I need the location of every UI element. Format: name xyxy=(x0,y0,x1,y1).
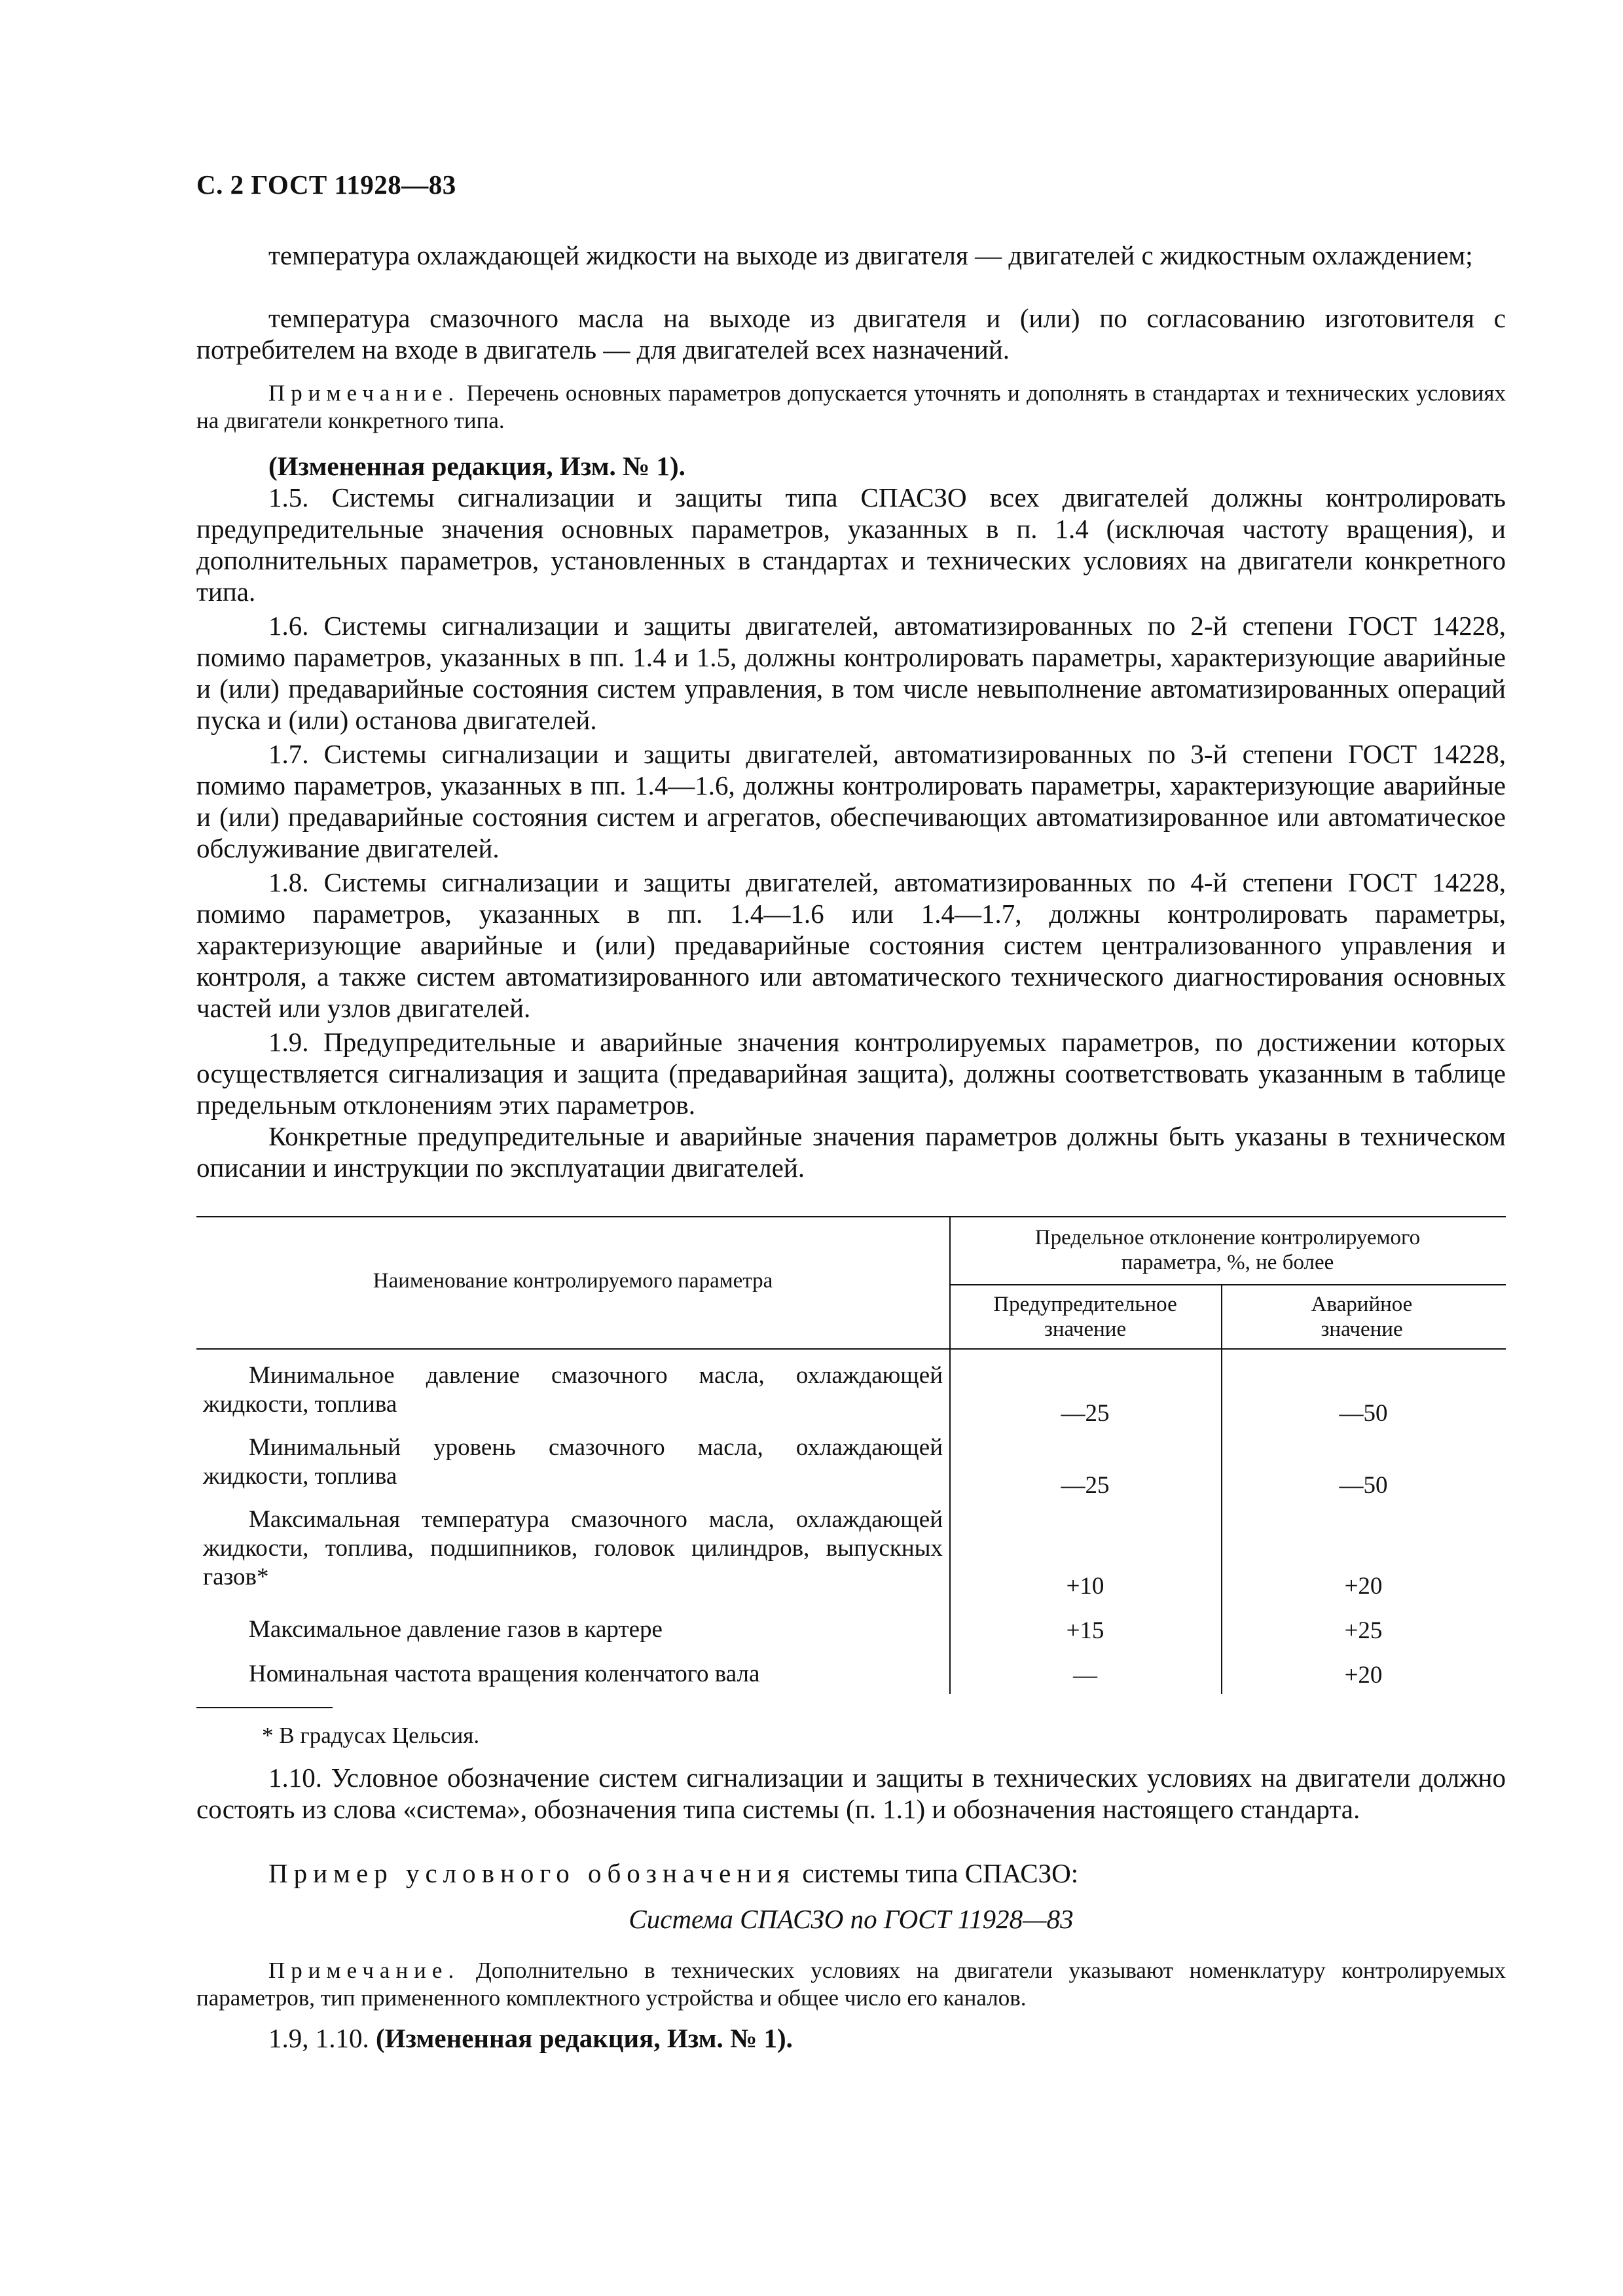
amendment-note-2-prefix: 1.9, 1.10. xyxy=(268,2023,369,2053)
header-deviation-group: Предельное отклонение контролируемого параметра, %, не более xyxy=(1034,1226,1421,1274)
table-footnote: * В градусах Цельсия. xyxy=(262,1723,480,1748)
clause-1-5: 1.5. Системы сигнализации и защиты типа СПАСЗО всех двигателей должны контролировать предупредительные значения основных параметров, указанных в п. 1.4 (исключая частоту вращения), и дополнительных параметров, установленных в стандартах и технических условиях на двигатели конкретного типа. xyxy=(196,482,1506,607)
table-cell-alarm: +20 xyxy=(1344,1573,1383,1600)
table-cell-warning: —25 xyxy=(1061,1400,1110,1427)
amendment-note-2-text: (Измененная редакция, Изм. № 1). xyxy=(376,2023,793,2053)
paragraph-oil-temp: температура смазочного масла на выходе из двигателя и (или) по согласованию изготовителя с потребителем на входе в двигатель — для двигателей всех назначений. xyxy=(196,303,1506,365)
header-parameter-name: Наименование контролируемого параметра xyxy=(373,1269,773,1293)
table-cell-alarm: +20 xyxy=(1344,1662,1383,1689)
table-subheader-rule xyxy=(949,1284,1506,1285)
paragraph-coolant-temp: температура охлаждающей жидкости на выходе из двигателя — двигателей с жидкостным охлаждением; xyxy=(268,240,1473,270)
note-2 xyxy=(196,1957,1506,2012)
table-cell-alarm: —50 xyxy=(1339,1400,1388,1427)
table-header-bottom-rule xyxy=(196,1348,1506,1350)
table-cell-warning: —25 xyxy=(1061,1472,1110,1499)
table-row-label: Максимальная температура смазочного масла, охлаждающей жидкости, топлива, подшипников, головок цилиндров, выпускных газов* xyxy=(203,1506,943,1590)
header-alarm-value: Аварийное значение xyxy=(1311,1293,1413,1341)
page-header: С. 2 ГОСТ 11928—83 xyxy=(196,170,456,200)
table-row-label: Минимальный уровень смазочного масла, охлаждающей жидкости, топлива xyxy=(203,1434,943,1490)
table-cell-alarm: —50 xyxy=(1339,1472,1388,1499)
note-2-label: Примечание. xyxy=(268,1958,460,1983)
clause-1-7: 1.7. Системы сигнализации и защиты двигателей, автоматизированных по 3-й степени ГОСТ 14228, помимо параметров, указанных в пп. 1.4—1.6, должны контролировать параметры, характеризующие аварийные и (или) предаварийные состояния систем и агрегатов, обеспечивающих автоматизированное или автоматическое обслуживание двигателей. xyxy=(196,739,1506,863)
table-cell-warning: +10 xyxy=(1066,1573,1104,1600)
table-cell-alarm: +25 xyxy=(1344,1617,1383,1644)
designation-example-text: системы типа СПАСЗО: xyxy=(795,1858,1079,1888)
note-1 xyxy=(196,380,1506,435)
note-1-text: Перечень основных параметров допускается уточнять и дополнять в стандартах и технических условиях на двигатели конкретного типа. xyxy=(196,380,1506,433)
clause-1-10: 1.10. Условное обозначение систем сигнализации и защиты в технических условиях на двигатели должно состоять из слова «система», обозначения типа системы (п. 1.1) и обозначения настоящего стандарта. xyxy=(196,1763,1506,1824)
note-1-label: Примечание. xyxy=(268,380,460,406)
amendment-note-1: (Измененная редакция, Изм. № 1). xyxy=(268,451,685,481)
table-row-label: Минимальное давление смазочного масла, охлаждающей жидкости, топлива xyxy=(203,1362,943,1418)
designation-example-label: Пример условного обозначения xyxy=(268,1858,796,1888)
header-warning-value: Предупредительное значение xyxy=(993,1293,1177,1341)
designation-example xyxy=(196,1857,1506,1889)
table-top-rule xyxy=(196,1216,1506,1217)
table-row-label: Максимальное давление газов в картере xyxy=(249,1616,663,1643)
designation-example-value: Система СПАСЗО по ГОСТ 11928—83 xyxy=(629,1904,1074,1934)
table-row-label: Номинальная частота вращения коленчатого вала xyxy=(249,1660,760,1687)
table-cell-warning: +15 xyxy=(1066,1617,1104,1644)
clause-1-9: 1.9. Предупредительные и аварийные значения контролируемых параметров, по достижении которых осуществляется сигнализация и защита (предаварийная защита), должны соответствовать указанным в таблице предельным отклонениям этих параметров. xyxy=(196,1027,1506,1120)
footnote-rule xyxy=(196,1707,333,1708)
note-2-text: Дополнительно в технических условиях на двигатели указывают номенклатуру контролируемых параметров, тип примененного комплектного устройства и общее число его каналов. xyxy=(196,1958,1506,2011)
clause-1-8: 1.8. Системы сигнализации и защиты двигателей, автоматизированных по 4-й степени ГОСТ 14228, помимо параметров, указанных в пп. 1.4—1.6 или 1.4—1.7, должны контролировать параметры, характеризующие аварийные и (или) предаварийные состояния систем централизованного управления и контроля, а также систем автоматизированного или автоматического технического диагностирования основных частей или узлов двигателей. xyxy=(196,867,1506,1023)
clause-1-6: 1.6. Системы сигнализации и защиты двигателей, автоматизированных по 2-й степени ГОСТ 14228, помимо параметров, указанных в пп. 1.4 и 1.5, должны контролировать параметры, характеризующие аварийные и (или) предаварийные состояния систем управления, в том числе невыполнение автоматизированных операций пуска и (или) останова двигателей. xyxy=(196,611,1506,735)
clause-1-9-extra: Конкретные предупредительные и аварийные значения параметров должны быть указаны в техническом описании и инструкции по эксплуатации двигателей. xyxy=(196,1121,1506,1183)
deviation-table xyxy=(196,1216,1506,1694)
amendment-note-2 xyxy=(268,2022,793,2054)
table-cell-warning: — xyxy=(1073,1662,1097,1689)
